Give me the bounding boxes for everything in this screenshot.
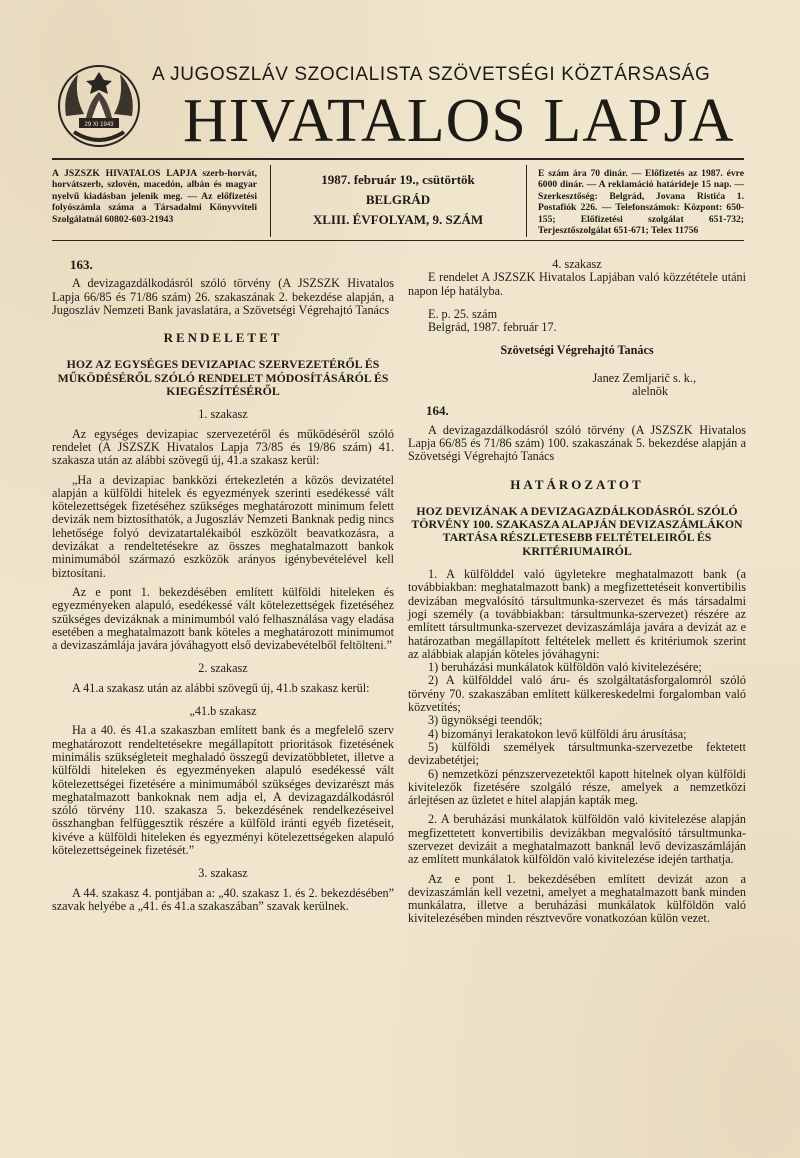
reference-number: E. p. 25. szám bbox=[428, 306, 498, 321]
list-item: 1) beruházási munkálatok külföldön való kivitelezésére; bbox=[428, 660, 702, 675]
decision-subheading: HOZ DEVIZÁNAK A DEVIZAGAZDÁLKODÁSRÓL SZÓLÓ TÖRVÉNY 100. SZAKASZA ALAPJÁN DEVIZASZÁMLÁKON TARTÁSA RÉSZLETESEBB FELTÉTELEIRŐL ÉS KRITÉRIUMAIRÓL bbox=[411, 503, 743, 558]
republic-name: A JUGOSZLÁV SZOCIALISTA SZÖVETSÉGI KÖZTÁRSASÁG bbox=[152, 64, 711, 85]
section-heading: 4. szakasz bbox=[552, 257, 602, 271]
price-info: E szám ára 70 dinár. — Előfizetés az 1987. évre 6000 dinár. — A reklamáció határideje 15 nap. — Szerkesztőség: Belgrád, Jovana Ristića 1. Postafiók 226. — Telefonszámok: Központ: 650-155; Előfizetési szolgálat 651-732; Terjesztőszolgálat 651-671; Telex 11756 bbox=[538, 168, 744, 237]
signing-body: Szövetségi Végrehajtó Tanács bbox=[500, 343, 654, 358]
masthead-rule bbox=[52, 158, 744, 160]
list-item: 5) külföldi személyek társultmunka-szervezetbe fektetett devizabetétjei; bbox=[408, 739, 746, 768]
decree-intro: A devizagazdálkodásról szóló törvény (A JSZSZK Hivatalos Lapja 66/85 és 71/86 szám) 26. szakaszának 2. bekezdése alapján, a Jugoszláv Nemzeti Bank javaslatára, a Szövetségi Végrehajtó Tanács bbox=[52, 276, 394, 317]
paragraph: Ha a 40. és 41.a szakaszban említett bank és a megfelelő szerv meghatározott rendeltetésekre megállapított prioritások fizetésének minimális szükségleteit meghaladó összegű devizatöbbletet, illetve a külföldi hiteleken és egyezményeken alapuló esedékessé vált kötelezettségei fizetésére a minimumából szükséges devizarészt más meghatalmazott bankoknak nem adja el, A devizagazdálkodásról szóló törvény 110. szakasza 5. bekezdésének rendelkezéseivel összhangban felfüggesztik részére a külföld iránti egyéb fizetéseit, kivéve a külföldi hiteleken és egyezményi kötelezettségeken alapuló kötelezettségeinek fizetését.” bbox=[52, 723, 394, 857]
right-column bbox=[408, 258, 746, 926]
section-heading: 2. szakasz bbox=[198, 661, 248, 676]
list-item: 3) ügynökségi teendők; bbox=[428, 713, 543, 728]
paragraph: Az egységes devizapiac szervezetéről és működéséről szóló rendelet (A JSZSZK Hivatalos Lapja 73/85 és 19/86 szám) 41. szakasza után az alábbi szövegű új, 41.a szakasz kerül: bbox=[52, 426, 394, 468]
paragraph: A 41.a szakasz után az alábbi szövegű új, 41.b szakasz kerül: bbox=[72, 680, 370, 695]
list-item: 4) bizományi lerakatokon levő külföldi áru árusítása; bbox=[428, 726, 687, 741]
paragraph: 2. A beruházási munkálatok külföldön való kivitelezése alapján megfizettetett konvertibilis devizákban megvalósító társultmunka-szervezet devizáit a meghatalmazott banknál levő devizaszámláján az említett munkálatok külföldön való kivitelezése idején tarthatja. bbox=[408, 812, 746, 867]
paragraph: 1. A külfölddel való ügyletekre meghatalmazott bank (a továbbiakban: meghatalmazott bank) a megfizettetéseit konvertibilis devizában megvalósító társultmunka-szervezet és más társadalmi jogi személy (a továbbiakban: társultmunka-szervezet) részére az említett társultmunka-szervezet devizaszámlája javára a devizát az e határozatban megállapított feltételek mellett és kritériumok szerint az alábbiak alapján köteles jóváhagyni: bbox=[408, 567, 746, 661]
paragraph: „Ha a devizapiac bankközi értekezletén a közös devizatétel alapján a külföldi hitelek és egyezmények szerinti esedékessé vált kötelezettségek fizetéséhez szükséges meghatározott minimum felett devizák nem biztosíthatók, a Jugoszláv Nemzeti Banknak pedig nincs lehetősége folyó devizatartalékaiból eszközölt beavatkozásra, a devizákat a rendeltetésekre az összes meghatalmazott bankok minimumából származó eszközök arányos igénybevételével kell biztosítani. bbox=[52, 472, 394, 580]
column-divider bbox=[270, 165, 271, 237]
left-column bbox=[52, 258, 394, 913]
paragraph: Az e pont 1. bekezdésében említett külföldi hiteleken és egyezményeken alapuló, esedékessé vált kötelezettségek fizetéséhez szükséges devizáknak a minimumból való felhasználása vagy eladása esetében a meghatalmazott bank köteles a meghatározott minimumot a devizaszámlája javára jóváhagyott első devizabevételből feltölteni.” bbox=[52, 584, 394, 653]
decision-number: 164. bbox=[426, 403, 449, 419]
issue-date: 1987. február 19., csütörtök bbox=[321, 172, 475, 187]
place-date: Belgrád, 1987. február 17. bbox=[428, 320, 557, 335]
list-item: 2) A külfölddel való áru- és szolgáltatásforgalomról szóló törvény 70. szakaszában említett külkereskedelmi forgalomban való közvetítés; bbox=[408, 673, 746, 715]
signer-role: alelnök bbox=[632, 384, 668, 399]
gazette-title: HIVATALOS LAPJA bbox=[183, 87, 735, 155]
issue-volume: XLIII. ÉVFOLYAM, 9. SZÁM bbox=[312, 212, 484, 227]
decision-intro: A devizagazdálkodásról szóló törvény (A JSZSZK Hivatalos Lapja 66/85 és 71/86 szám) 100. szakaszának 5. bekezdése alapján a Szövetségi Végrehajtó Tanács bbox=[408, 422, 746, 464]
paragraph: E rendelet A JSZSZK Hivatalos Lapjában való közzététele utáni napon lép hatályba. bbox=[408, 270, 746, 298]
section-heading: „41.b szakasz bbox=[189, 704, 257, 719]
state-emblem-icon bbox=[54, 56, 144, 150]
header-bottom-rule bbox=[52, 240, 744, 241]
decree-number: 163. bbox=[70, 257, 93, 272]
paragraph: A 44. szakasz 4. pontjában a: „40. szakasz 1. és 2. bekezdésében” szavak helyébe a „41. és 41.a szakaszában” szavak kerülnek. bbox=[52, 885, 394, 913]
section-heading: 1. szakasz bbox=[198, 407, 248, 422]
decree-heading: RENDELETET bbox=[163, 330, 283, 346]
issue-city: BELGRÁD bbox=[365, 192, 431, 207]
publication-info: A JSZSZK HIVATALOS LAPJA szerb-horvát, horvátszerb, szlovén, macedón, albán és magyar nyelvű kiadásban jelenik meg. — Az előfizetési folyószámla száma a Társadalmi Könyvviteli Szolgálatnál 60802-603-21943 bbox=[52, 168, 257, 225]
list-item: 6) nemzetközi pénzszervezetektől kapott hitelnek olyan külföldi kivitelezők fizetésére szolgáló része, amelyek a nemzetközi árlejtésen az üzletet e hitel alapján kapták meg. bbox=[408, 766, 746, 808]
paragraph: Az e pont 1. bekezdésében említett devizát azon a devizaszámlán kell vezetni, amelyet a meghatalmazott bank minden munkálatra, illetve a beruházási munkálatok külföldön való kivitelezésében minden résztvevőre vonatkozóan külön vezet. bbox=[408, 871, 746, 926]
decree-subheading: HOZ AZ EGYSÉGES DEVIZAPIAC SZERVEZETÉRŐL ÉS MŰKÖDÉSÉRŐL SZÓLÓ RENDELET MÓDOSÍTÁSÁRÓL ÉS KIEGÉSZÍTÉSÉRŐL bbox=[57, 357, 389, 399]
issue-info bbox=[280, 170, 516, 230]
emblem-date-text: 29 XI 1943 bbox=[84, 122, 114, 128]
decision-heading: HATÁROZATOT bbox=[510, 476, 644, 492]
column-divider bbox=[526, 165, 527, 237]
section-heading: 3. szakasz bbox=[198, 866, 248, 881]
signer-name: Janez Zemljarič s. k., bbox=[592, 370, 696, 385]
